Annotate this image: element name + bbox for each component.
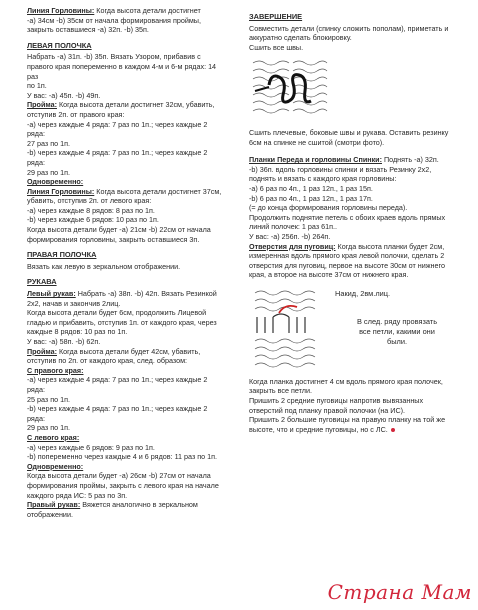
right-front-title: ПРАВАЯ ПОЛОЧКА (27, 250, 97, 260)
bands-title: Планки Переда и горловины Спинки: (249, 155, 382, 165)
k2tog-label: Накид, 2вм.лиц. (335, 288, 391, 298)
left-column: Линия Горловины: Когда высота детали достигнет -а) 34см -b) 35см от начала формирования проймы, закрыть оставшиеся -а) 32п. -b) 35п. ЛЕВАЯ ПОЛОЧКА Набрать -а) 31п. -b) 35п. Вязать Узором, прибавив с правого края попеременно в каждом 4-м и 6-м рядах: 14 раз по 1п. У вас: -а) 45п. -b) 49п. Пройма: Когда высота детали достигнет 32см, убавить, отступив 2п. от правого края: -а) через каждые 4 ряда: 7 раз по 1п.; через каждые 2 ряда: 27 раз по 1п. -b) через каждые 4 ряда: 7 раз по 1п.; через каждые 2 ряда: 29 раз по 1п. Одновременно: Линия Горловины: Когда высота детали достигнет 37см, убавить, отступив 2п. от левого края: -а) через каждые 8 рядов: 8 раз по 1п. -b) через каждые 6 рядов: 10 раз по 1п. Когда высота детали будет -а) 21см -b) 22см от начала формирования горловины, закрыть оставшиеся 3п. ПРАВАЯ ПОЛОЧКА Вязать как левую в зеркальном отображении. РУКАВА Левый рукав: Набрать -а) 38п. -b) 42п. Вязать Резинкой 2х2, начав и закончив 2лиц. Когда высота детали будет 6см, продолжить Лицевой гладью и прибавить, отступив 1п. от каждого края, через каждые 8 рядов: 10 раз по 1п. У вас: -а) 58п. -b) 62п. Пройма: Когда высота детали будет 42см, убавить, отступив по 2п. от каждого края, след. образом: С правого края: -а) через каждые 4 ряда: 7 раз по 1п.; через каждые 2 ряда: 25 раз по 1п. -b) через каждые 4 ряда: 7 раз по 1п.; через каждые 2 ряда: 29 раз по 1п. С левого края: -а) через каждые 6 рядов: 9 раз по 1п. -b) попеременно через каждые 4 и 6 рядов: 11 раз по 1п. Одновременно: Когда высота детали будет -а) 26см -b) 27см от начала формирования проймы, закрыть с левого края на начале каждого ряда ИС: 5 раз по 3п. Правый рукав: Вяжется аналогично в зеркальном отображении. (27, 6, 227, 519)
next-row-note: В след. ряду провязать все петли, какими они были. (356, 316, 438, 346)
left-front-title: ЛЕВАЯ ПОЛОЧКА (27, 40, 92, 50)
right-column: ЗАВЕРШЕНИЕ Совместить детали (спинку сложить пополам), приметать и аккуратно сделать блокировку. Сшить все швы. Сшить плечевые, боковые швы и рукава. Оставить резинку 6см на спинке не сшитой (смотри фото). Планки Переда и горловины Спинки: Поднять -а) 32п. -b) 36п. вдоль горловины спинки и вязать Резинку 2х2, поднять и вязать с каждого края горловины: -а) 6 раз по 4п., 1 раз 12п., 1 раз 15п. -b) 6 раз по 4п., 1 раз 12п., 1 раз 17п. (= до конца формирования горловины переда). Продолжить поднятие петель с обоих краев вдоль прямых линий полочек: 1 раз 61п.. У вас: -а) 256п. -b) 264п. Отверстия для пуговиц: Когда высота планки будет 2см, измеренная вдоль прямого края левой полочки, сделать 2 отверстия для пуговиц, первое на высоте 30см от нижнего края, а второе на высоте 37см от нижнего края. Накид, 2вм.лиц. В след. ряду провязать все петли, какими они были. Когда планка достигнет 4 см вдоль прямого края полочек, закрыть все петли. Пришить 2 средние пуговицы напротив вывязанных отверстий под планку правой полочки (на ИС). Пришить 2 большие пуговицы на правую планку на той же высоте, что и средние пуговицы, но с ЛС. (249, 6, 456, 434)
seam-illustration (249, 55, 456, 124)
finish-title: ЗАВЕРШЕНИЕ (249, 12, 303, 21)
neck-label: Линия Горловины: (27, 6, 95, 15)
site-watermark: Страна Мам (327, 580, 472, 604)
red-dot-icon (391, 428, 395, 432)
sleeves-title: РУКАВА (27, 277, 57, 287)
buttonhole-diagram (249, 283, 456, 373)
